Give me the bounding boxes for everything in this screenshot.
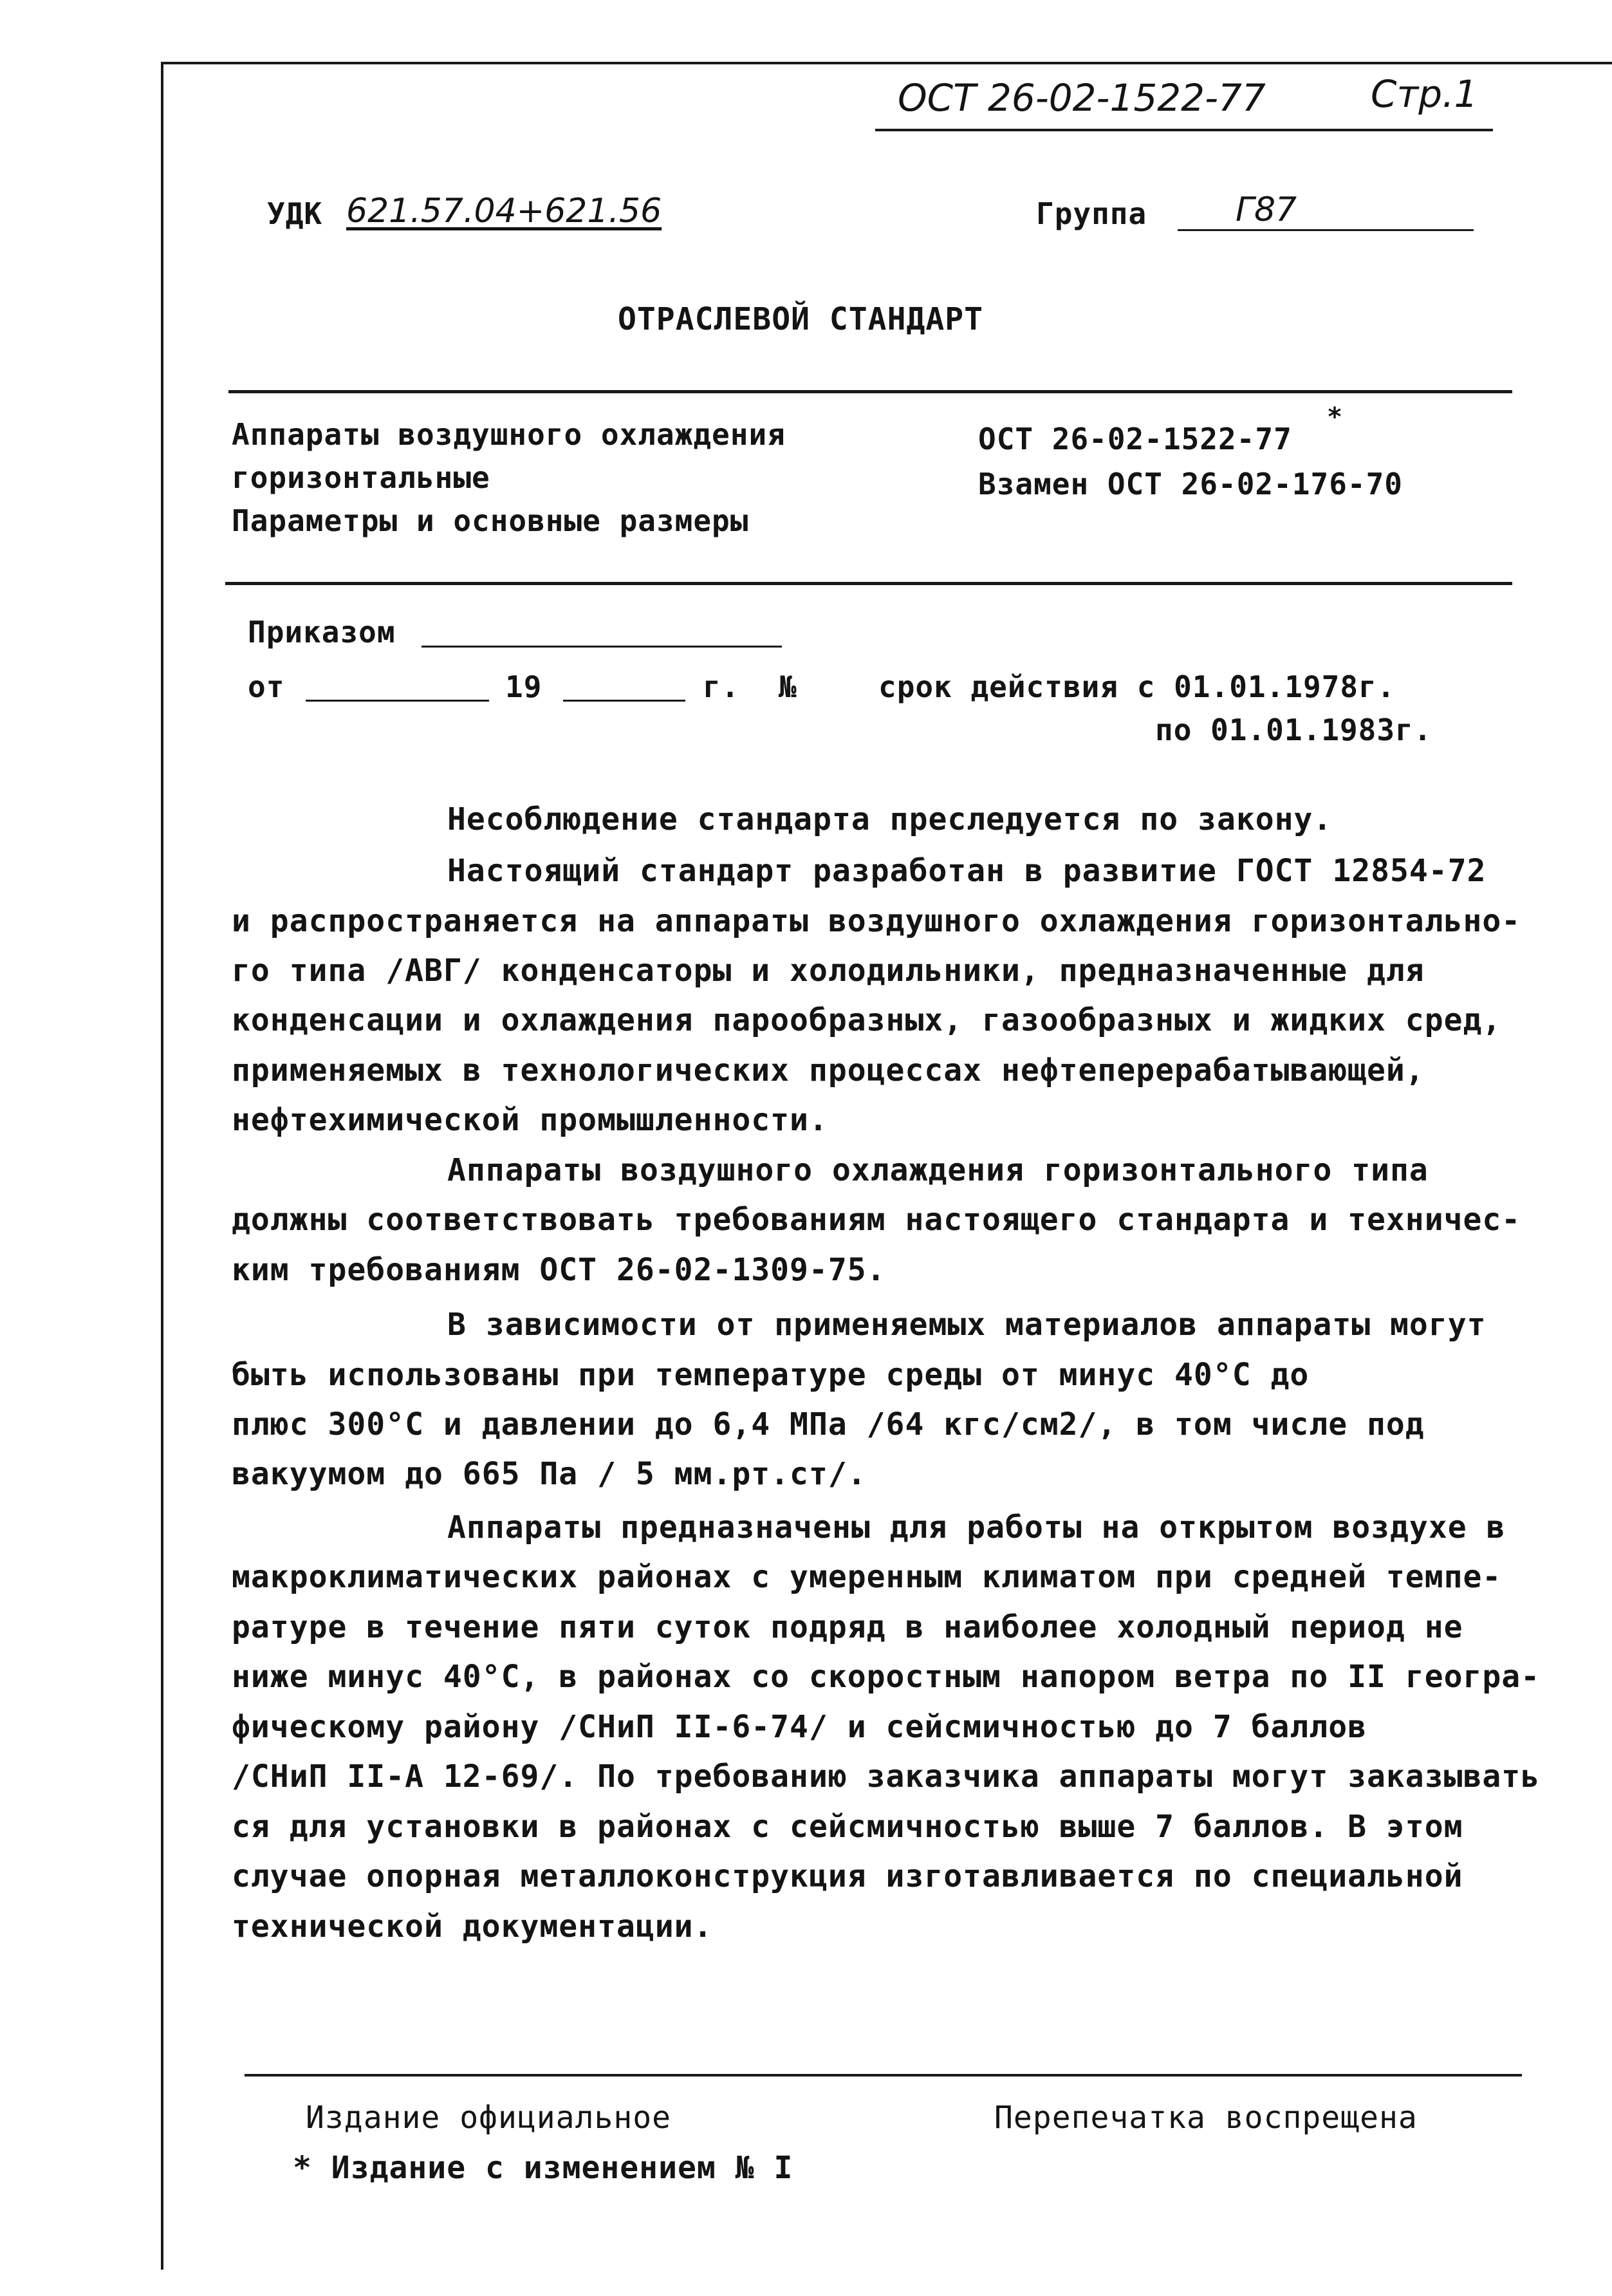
- ot-label: от: [248, 669, 285, 704]
- number-mark: №: [779, 669, 797, 704]
- prikaz-blank: [422, 646, 782, 648]
- paragraph-3-line: Аппараты воздушного охлаждения горизонтального типа: [447, 1152, 1429, 1188]
- paragraph-5-line: ся для установки в районах с сейсмичностью выше 7 баллов. В этом: [232, 1809, 1463, 1845]
- udk-value: 621.57.04+621.56: [346, 192, 662, 230]
- footer-rule: [245, 2074, 1522, 2077]
- paragraph-5-line: ниже минус 40°С, в районах со скоростным напором ветра по II геогра-: [232, 1659, 1541, 1695]
- footer-official: Издание официальное: [306, 2100, 672, 2136]
- group-underline: [1178, 229, 1474, 231]
- subject-top-rule: [228, 390, 1512, 393]
- paragraph-5-line: случае опорная металлоконструкция изготавливается по специальной: [232, 1858, 1463, 1894]
- group-value: Г87: [1236, 191, 1297, 229]
- paragraph-5-line: ратуре в течение пяти суток подряд в наиболее холодный период не: [232, 1609, 1463, 1645]
- page-label: Стр.1: [1371, 72, 1478, 116]
- paragraph-2-line: применяемых в технологических процессах нефтеперерабатывающей,: [232, 1052, 1425, 1088]
- footer-edition-note: * Издание с изменением № I: [293, 2150, 793, 2186]
- paragraph-3-line: должны соответствовать требованиям настоящего стандарта и техничес-: [232, 1202, 1521, 1238]
- paragraph-2-line: Настоящий стандарт разработан в развитие ГОСТ 12854-72: [447, 853, 1487, 889]
- paragraph-4-line: В зависимости от применяемых материалов аппараты могут: [447, 1307, 1487, 1343]
- designation-code: ОСТ 26-02-1522-77: [978, 422, 1292, 456]
- validity-line-1: срок действия с 01.01.1978г.: [878, 669, 1396, 704]
- left-border-line: [161, 62, 163, 2270]
- paragraph-4-line: быть использованы при температуре среды от минус 40°С до: [232, 1357, 1310, 1393]
- paragraph-5-line: технической документации.: [232, 1909, 713, 1945]
- paragraph-4-line: плюс 300°С и давлении до 6,4 МПа /64 кгс/см2/, в том числе под: [232, 1406, 1425, 1442]
- paragraph-2-line: го типа /АВГ/ конденсаторы и холодильники, предназначенные для: [232, 953, 1425, 989]
- designation-star: *: [1327, 402, 1344, 432]
- year-blank: [563, 700, 685, 702]
- paragraph-5-line: макроклиматических районах с умеренным климатом при средней темпе-: [232, 1559, 1502, 1595]
- g-label: г.: [703, 669, 740, 704]
- validity-line-2: по 01.01.1983г.: [1155, 713, 1432, 747]
- date-blank: [306, 700, 489, 702]
- doc-code-header: ОСТ 26-02-1522-77: [898, 76, 1266, 120]
- paragraph-2-line: нефтехимической промышленности.: [232, 1102, 828, 1138]
- replaces-line: Взамен ОСТ 26-02-176-70: [978, 467, 1403, 501]
- header-underline: [875, 129, 1493, 131]
- top-border-line: [161, 62, 1612, 64]
- group-label: Группа: [1036, 196, 1147, 231]
- year-label: 19: [505, 669, 542, 704]
- paragraph-1: Несоблюдение стандарта преследуется по закону.: [447, 801, 1333, 837]
- paragraph-3-line: ким требованиям ОСТ 26-02-1309-75.: [232, 1252, 886, 1288]
- subject-line-1: Аппараты воздушного охлаждения: [232, 417, 786, 452]
- prikaz-label: Приказом: [248, 615, 396, 649]
- paragraph-5-line: /СНиП II-А 12-69/. По требованию заказчика аппараты могут заказывать: [232, 1759, 1541, 1795]
- paragraph-2-line: и распространяется на аппараты воздушного охлаждения горизонтально-: [232, 903, 1521, 939]
- paragraph-5-line: Аппараты предназначены для работы на открытом воздухе в: [447, 1509, 1506, 1545]
- footer-no-reprint: Перепечатка воспрещена: [994, 2100, 1418, 2136]
- subject-bottom-rule: [225, 582, 1512, 585]
- udk-label: УДК: [267, 196, 323, 231]
- paragraph-2-line: конденсации и охлаждения парообразных, газообразных и жидких сред,: [232, 1002, 1502, 1038]
- paragraph-5-line: фическому району /СНиП II-6-74/ и сейсмичностью до 7 баллов: [232, 1709, 1367, 1745]
- document-title: ОТРАСЛЕВОЙ СТАНДАРТ: [618, 301, 984, 337]
- paragraph-4-line: вакуумом до 665 Па / 5 мм.рт.ст/.: [232, 1456, 867, 1492]
- subject-line-3: Параметры и основные размеры: [232, 503, 749, 538]
- subject-line-2: горизонтальные: [232, 460, 490, 495]
